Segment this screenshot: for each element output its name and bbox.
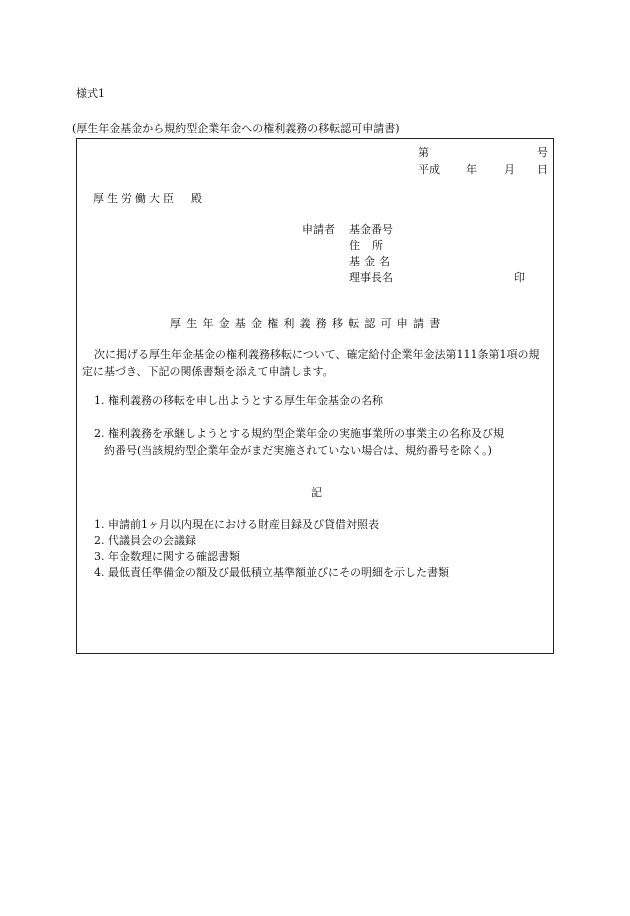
attachment-text: 申請前1ヶ月以内現在における財産目録及び貸借対照表	[108, 518, 379, 531]
attachment-item	[94, 551, 240, 562]
attachment-text: 最低責任準備金の額及び最低積立基準額並びにその明細を示した書類	[108, 566, 449, 579]
document-number-prefix: 第	[418, 146, 429, 159]
intro-paragraph: 次に掲げる厚生年金基金の権利義務移転について、確定給付企業年金法第111条第1項の規定に基づき、下記の関係書類を添えて申請します。	[82, 348, 540, 378]
item-text-line1: 権利義務を承継しようとする規約型企業年金の実施事業所の事業主の名称及び規	[108, 427, 504, 440]
date-era: 平成	[418, 163, 440, 176]
address-label: 住所	[349, 239, 395, 252]
ki-heading: 記	[311, 486, 322, 499]
attachment-number: 1.	[94, 518, 105, 531]
seal-mark: 印	[514, 271, 525, 284]
item-text-line2: 約番号(当該規約型企業年金がまだ実施されていない場合は、規約番号を除く。)	[104, 444, 492, 457]
form-caption: (厚生年金基金から規約型企業年金への権利義務の移転認可申請書)	[72, 122, 400, 135]
item-number: 1.	[94, 394, 105, 407]
form-label: 様式1	[76, 87, 105, 100]
item-number: 2.	[94, 427, 105, 440]
attachment-number: 4.	[94, 566, 105, 579]
fund-number-label: 基金番号	[349, 223, 393, 236]
applicant-label: 申請者	[302, 223, 335, 236]
date-day: 日	[537, 163, 548, 176]
date-month: 月	[504, 163, 515, 176]
date-year: 年	[466, 163, 477, 176]
attachment-item	[94, 535, 196, 546]
attachment-text: 年金数理に関する確認書類	[108, 550, 240, 563]
attachment-number: 2.	[94, 534, 105, 547]
attachment-number: 3.	[94, 550, 105, 563]
list-item	[94, 395, 383, 406]
fund-name-label: 基金名	[349, 255, 394, 268]
attachment-item	[94, 567, 449, 578]
document-number	[418, 147, 548, 158]
addressee: 厚生労働大臣 殿	[93, 192, 205, 205]
document-number-suffix: 号	[537, 146, 548, 159]
director-name-label: 理事長名	[349, 271, 393, 284]
document-title: 厚生年金基金権利義務移転認可申請書	[170, 317, 446, 330]
attachment-text: 代議員会の会議録	[108, 534, 196, 547]
attachment-item	[94, 519, 379, 530]
item-text: 権利義務の移転を申し出ようとする厚生年金基金の名称	[108, 394, 383, 407]
list-item	[94, 425, 552, 459]
